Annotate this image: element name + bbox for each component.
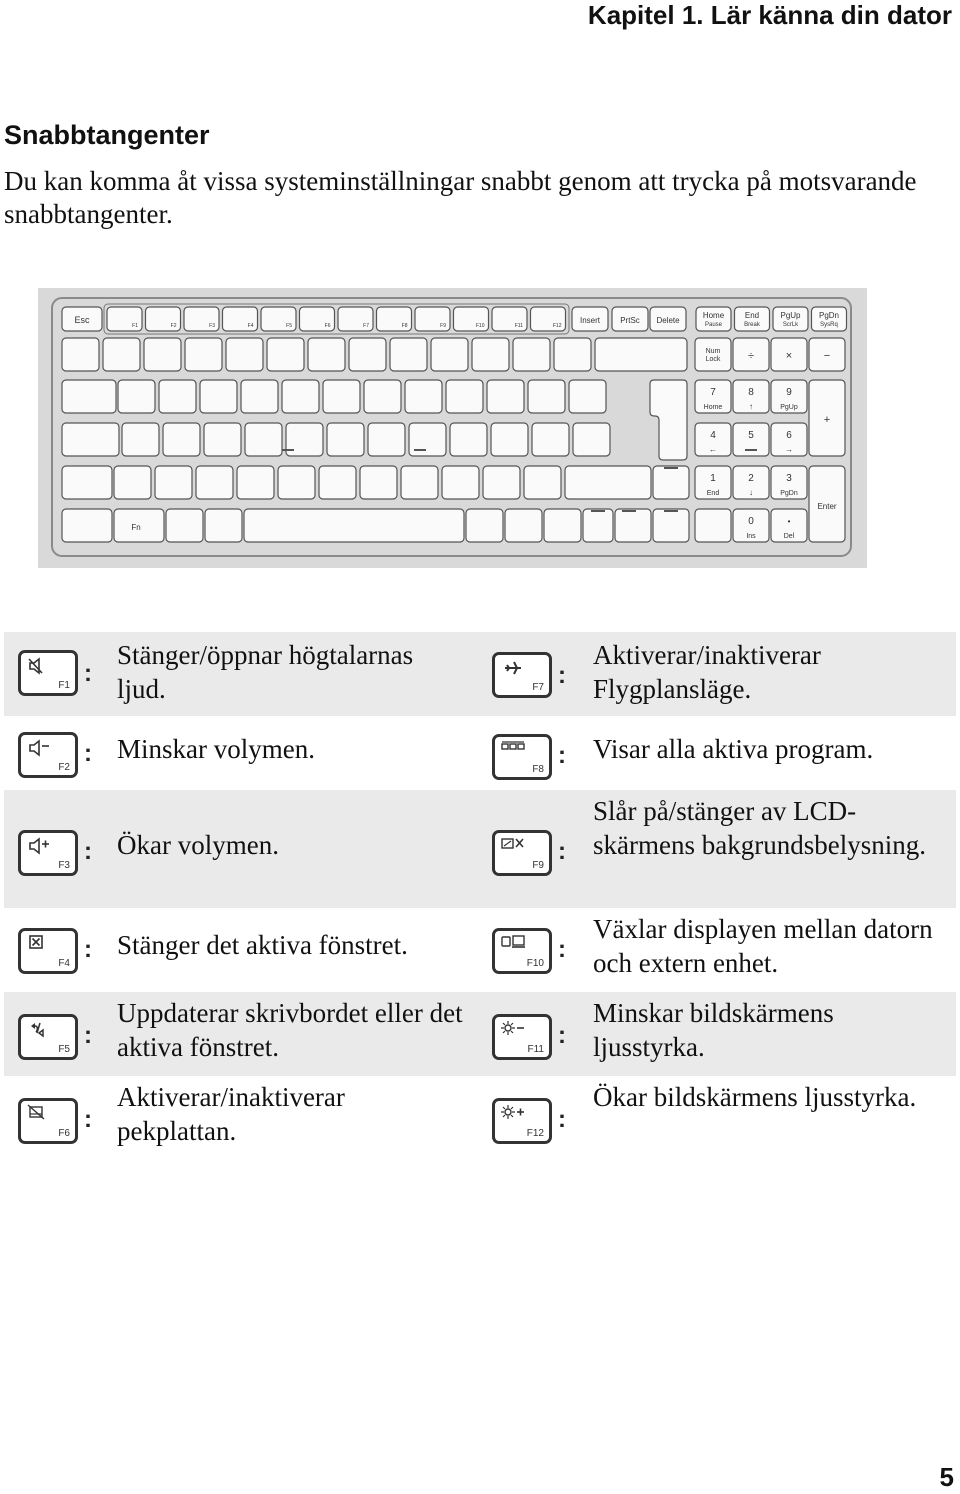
keyboard-key [368,423,405,456]
separator: : [558,936,566,963]
f2-key [18,732,78,778]
keyboard-key [323,380,360,413]
close-window-icon [27,934,51,954]
keyboard-key [450,423,487,456]
keyboard-key [431,338,468,371]
keyboard-key [349,338,386,371]
keyboard-key [103,338,140,371]
keyboard-key [245,423,282,456]
numpad-4-sublabel: ← [709,445,717,454]
separator: : [84,936,92,963]
keyboard-key [364,380,401,413]
mute-icon [27,656,51,676]
separator: : [84,1022,92,1049]
keyboard-key [62,338,99,371]
separator: : [558,838,566,865]
f4-key-label: F4 [247,323,254,329]
key-label: F12 [526,1128,544,1139]
backlight-toggle-icon [501,836,525,856]
separator: : [558,1022,566,1049]
keyboard-key [196,466,233,499]
numpad-divide: ÷ [747,350,755,362]
numpad-3-label: 3 [786,473,792,484]
nav-key-label: PgDn [818,311,840,320]
f8-key [492,734,552,780]
hotkey-description: Slår på/stänger av LCD-skärmens bakgrundsbelysning. [593,796,926,860]
keyboard-key [483,466,520,499]
keyboard-key [360,466,397,499]
numpad-2-label: 2 [748,473,754,484]
hotkey-description: Visar alla aktiva program. [593,734,874,764]
keyboard-key [513,338,550,371]
brightness-up-icon [501,1104,525,1124]
nav-key-label: End [744,311,760,320]
fn-key-label: Fn [131,523,141,532]
numpad-8-sublabel: ↑ [749,402,753,411]
volume-up-icon [27,836,51,856]
numpad-6-sublabel: → [785,445,793,454]
numpad-9-sublabel: PgUp [780,404,798,411]
hotkey-description: Aktiverar/inaktiverar pekplattan. [117,1082,345,1146]
keyboard-key [286,423,323,456]
f11-key [492,1014,552,1060]
extra-key-label: Insert [579,316,601,325]
keyboard-key [487,380,524,413]
space-key [244,509,464,542]
f7-key-label: F7 [363,323,369,329]
separator: : [558,742,566,769]
numpad-3-sublabel: PgDn [780,490,798,497]
separator: : [84,660,92,687]
numpad-7-sublabel: Home [703,404,723,411]
section-title: Snabbtangenter [4,120,210,150]
hotkey-row [4,1076,956,1160]
hotkey-row [4,632,956,716]
airplane-icon [501,658,525,678]
ctrl-key [62,509,112,542]
numpad-0-sublabel: Ins [746,533,756,540]
keyboard-key [405,380,442,413]
down-arrow-key [653,509,689,542]
keyboard-key [401,466,438,499]
keyboard-key [267,338,304,371]
right-shift-key [565,466,651,499]
numlock-label: Lock [705,356,721,363]
keyboard-key [573,423,610,456]
keyboard-key [185,338,222,371]
numpad-1-sublabel: End [706,490,720,497]
f4-key [18,928,78,974]
f11-key-label: F11 [514,323,523,329]
numpad-5-label: 5 [748,430,754,441]
keyboard-key [528,380,565,413]
key-label: F3 [58,860,70,871]
win-key [166,509,203,542]
keyboard-key [144,338,181,371]
f2-key-label: F2 [170,323,177,329]
nav-key-label: Home [702,311,725,320]
keyboard-key [163,423,200,456]
f6-key-label: F6 [324,323,331,329]
tab-key [62,380,116,413]
numlock-label: Num [705,348,721,355]
nav-key-sublabel: SysRq [820,322,838,328]
key-label: F9 [532,860,544,871]
f12-key [492,1098,552,1144]
hotkey-row [4,908,956,992]
up-arrow-key [653,466,689,499]
numpad-1-label: 1 [710,473,716,484]
f1-key-label: F1 [132,323,138,329]
numpad-enter-label: Enter [817,502,837,511]
numpad-9-label: 9 [786,387,792,398]
left-shift-key [62,466,112,499]
numpad-dot-sublabel: Del [783,533,795,540]
keyboard-key [319,466,356,499]
keyboard-key [390,338,427,371]
nav-key-sublabel: ScrLk [782,322,799,328]
esc-key-label: Esc [74,315,90,325]
separator: : [558,662,566,689]
alt-key [205,509,242,542]
keyboard-key [446,380,483,413]
f6-key [18,1098,78,1144]
key-label: F1 [58,680,70,691]
hotkey-row [4,992,956,1076]
intro-paragraph: Du kan komma åt vissa systeminställningar snabbt genom att trycka på motsvarande snabbtangenter. [4,166,917,229]
numpad-2-sublabel: ↓ [749,488,753,497]
numpad-multiply: × [785,350,793,362]
keyboard-key [159,380,196,413]
separator: : [558,1106,566,1133]
keyboard-key [200,380,237,413]
f9-key-label: F9 [440,323,446,329]
keyboard-key [282,380,319,413]
key-label: F11 [527,1044,544,1055]
backspace-key [595,338,687,371]
numpad-7-label: 7 [710,387,716,398]
touchpad-toggle-icon [27,1104,51,1124]
key-label: F4 [58,958,70,969]
alt-gr-key [466,509,503,542]
key-label: F10 [526,958,544,969]
keyboard-key [491,423,528,456]
key-label: F5 [58,1044,70,1055]
numpad-6-label: 6 [786,430,792,441]
keyboard-key [226,338,263,371]
f3-key [18,830,78,876]
chapter-header: Kapitel 1. Lär känna din dator [587,0,952,30]
keyboard-key [442,466,479,499]
numpad-dot-label: • [787,517,791,526]
hotkey-description: Växlar displayen mellan datorn och extern enhet. [593,914,933,978]
hotkey-description: Uppdaterar skrivbordet eller det aktiva fönstret. [117,998,463,1062]
keyboard-key [327,423,364,456]
keyboard-key [241,380,278,413]
left-arrow-key [615,509,651,542]
numpad-8-label: 8 [748,387,754,398]
keyboard-key [114,466,151,499]
keyboard-key [118,380,155,413]
hotkey-row [4,790,956,908]
numpad-0-label: 0 [748,516,754,527]
refresh-icon [27,1020,51,1040]
keyboard-key [472,338,509,371]
nav-key-sublabel: Break [744,322,760,328]
page-number: 5 [939,1462,954,1492]
numpad-minus: − [823,350,831,362]
keyboard-key [278,466,315,499]
f5-key [18,1014,78,1060]
blank-key [695,509,731,542]
nav-key-sublabel: Pause [704,322,723,328]
numpad-4-label: 4 [710,430,716,441]
brightness-down-icon [501,1020,525,1040]
key-label: F8 [532,764,544,775]
extra-key-label: PrtSc [620,316,640,325]
f3-key-label: F3 [209,323,215,329]
hotkey-description: Stänger det aktiva fönstret. [117,930,408,960]
f12-key-label: F12 [552,323,562,329]
menu-key [505,509,542,542]
hotkey-description: Aktiverar/inaktiverar Flygplansläge. [593,640,821,704]
f5-key-label: F5 [286,323,292,329]
separator: : [84,1106,92,1133]
f9-key [492,830,552,876]
hotkey-description: Minskar volymen. [117,734,315,764]
keyboard-key [583,509,613,542]
keyboard-key [204,423,241,456]
f10-key [492,928,552,974]
keyboard-key [122,423,159,456]
hotkey-row [4,716,956,790]
key-label: F6 [58,1128,70,1139]
f10-key-label: F10 [475,323,485,329]
display-switch-icon [501,934,525,954]
nav-key-label: PgUp [780,311,801,320]
f1-key [18,650,78,696]
keyboard-illustration [38,288,867,568]
key-label: F2 [58,762,70,773]
keyboard-key [569,380,606,413]
task-switch-icon [501,740,525,760]
separator: : [84,838,92,865]
hotkey-description: Ökar bildskärmens ljusstyrka. [593,1082,917,1112]
hotkey-description: Stänger/öppnar högtalarnas ljud. [117,640,414,704]
f8-key-label: F8 [401,323,408,329]
keyboard-key [155,466,192,499]
keyboard-key [237,466,274,499]
key-label: F7 [532,682,544,693]
extra-key-label: Delete [656,316,680,325]
hotkey-description: Ökar volymen. [117,830,279,860]
keyboard-key [524,466,561,499]
ctrl-right-key [544,509,581,542]
numpad-plus-label: + [823,414,831,426]
capslock-key [62,423,119,456]
keyboard-key [409,423,446,456]
keyboard-key [308,338,345,371]
separator: : [84,740,92,767]
hotkey-description: Minskar bildskärmens ljusstyrka. [593,998,834,1062]
keyboard-key [554,338,591,371]
volume-down-icon [27,738,51,758]
keyboard-key [532,423,569,456]
f7-key [492,652,552,698]
